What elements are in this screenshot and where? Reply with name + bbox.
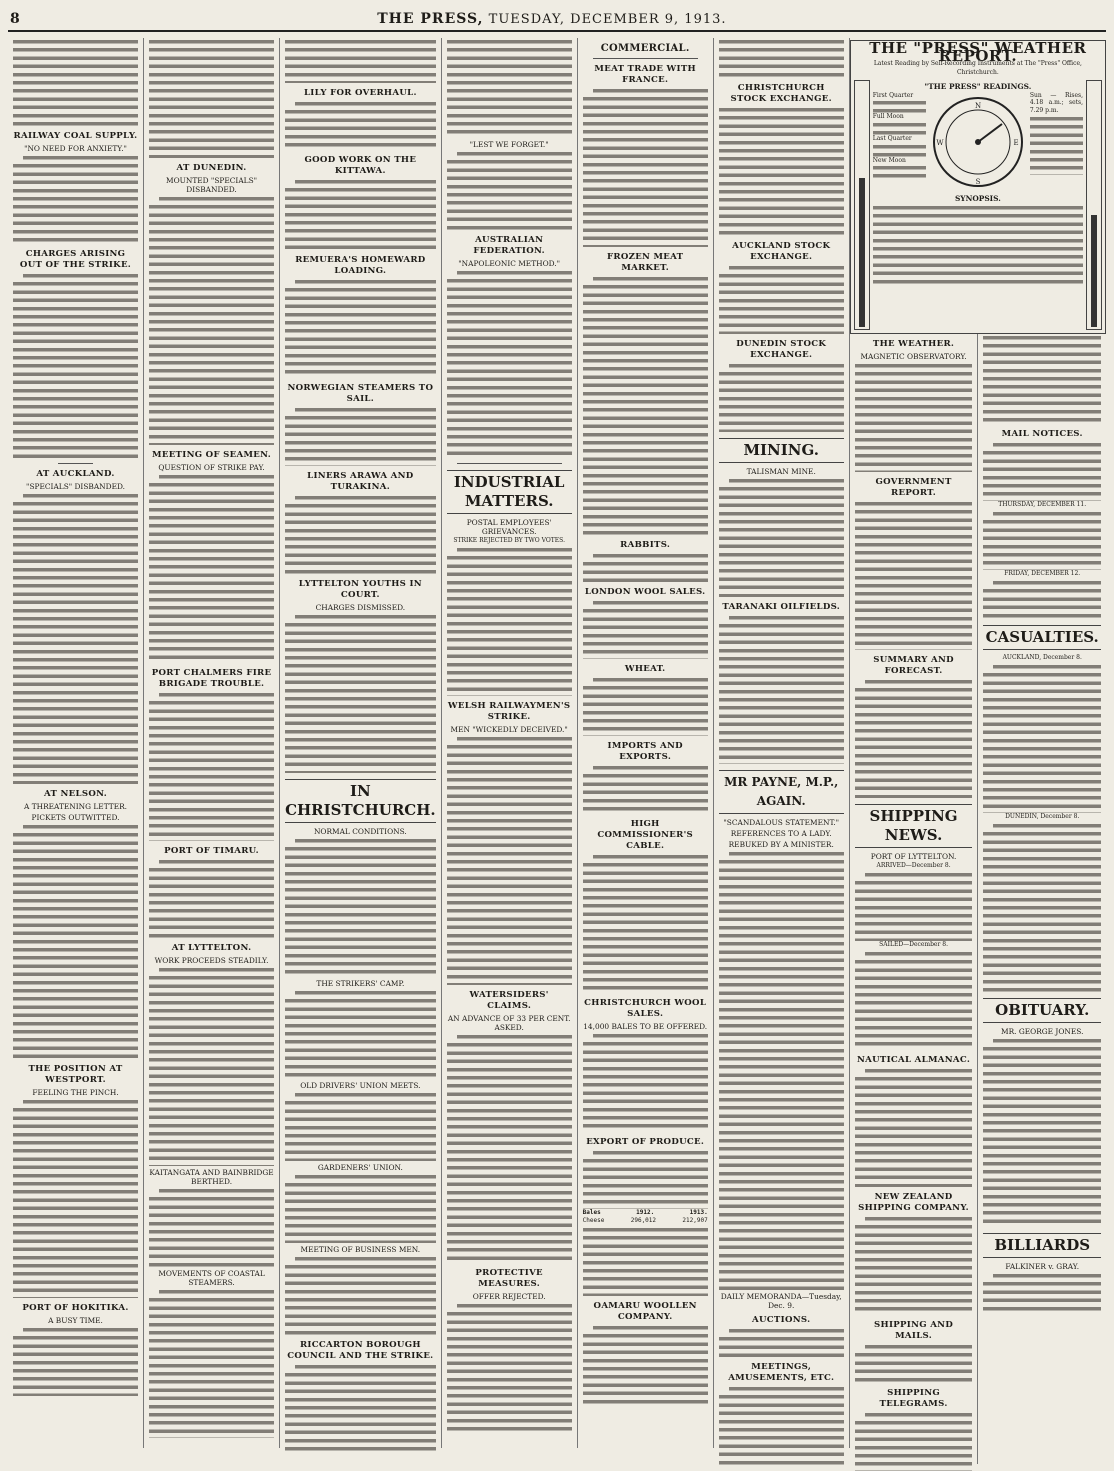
headline-mail: MAIL NOTICES. <box>1001 428 1083 439</box>
text-block <box>855 1343 973 1383</box>
text-block <box>149 1288 274 1438</box>
issue-date: TUESDAY, DECEMBER 9, 1913. <box>488 12 727 27</box>
headline-shipping: SHIPPING NEWS. <box>855 804 973 848</box>
headline-liners: LINERS ARAWA AND TURAKINA. <box>307 471 414 492</box>
text-block <box>447 1302 572 1432</box>
subhead-nelson-2: PICKETS OUTWITTED. <box>31 813 120 822</box>
text-block <box>873 99 926 113</box>
subhead-normal: NORMAL CONDITIONS. <box>313 827 407 836</box>
subhead-port: PORT OF LYTTELTON. <box>870 851 957 861</box>
headline-mining: MINING. <box>719 438 844 463</box>
subhead-youths: CHARGES DISMISSED. <box>315 603 406 612</box>
subhead-gardeners: GARDENERS' UNION. <box>317 1163 403 1172</box>
text-block <box>983 663 1101 813</box>
headline-meat: MEAT TRADE WITH FRANCE. <box>594 64 696 85</box>
headline-frozen: FROZEN MEAT MARKET. <box>607 252 684 273</box>
text-block <box>855 1067 973 1187</box>
text-block <box>855 1411 973 1471</box>
headline-cwool: CHRISTCHURCH WOOL SALES. <box>584 998 707 1019</box>
weather-report-box <box>850 40 1106 334</box>
export-table <box>583 1209 708 1224</box>
text-block <box>583 676 708 736</box>
readings-title: "THE PRESS" READINGS. <box>924 81 1032 91</box>
headline-charges: CHARGES ARISING OUT OF THE STRIKE. <box>19 249 132 270</box>
moon-phase: Last Quarter <box>872 135 912 142</box>
text-block <box>149 966 274 1166</box>
headline-chalmers: PORT CHALMERS FIRE BRIGADE TROUBLE. <box>151 668 272 689</box>
headline-shipping-mails: SHIPPING AND MAILS. <box>874 1319 954 1341</box>
export-item: Cheese <box>582 1216 605 1224</box>
export-table-header <box>583 1209 708 1217</box>
text-block <box>583 552 708 582</box>
text-block <box>447 269 572 459</box>
text-block <box>983 1037 1101 1227</box>
headline-telegrams: SHIPPING TELEGRAMS. <box>879 1387 948 1409</box>
sun-times: Sun — Rises, 4.18 a.m.; sets, 7.29 p.m. <box>1029 91 1084 114</box>
text-block <box>149 473 274 663</box>
headline-billiards: BILLIARDS <box>983 1233 1101 1258</box>
text-block <box>719 38 844 78</box>
headline-timaru: PORT OF TIMARU. <box>164 846 259 856</box>
subhead-billiards: FALKINER v. GRAY. <box>1005 1261 1080 1271</box>
subhead-postal: POSTAL EMPLOYEES' GRIEVANCES. <box>466 518 552 536</box>
headline-imports: IMPORTS AND EXPORTS. <box>607 741 683 762</box>
sun-tide-info <box>1030 92 1083 192</box>
text-block <box>149 1187 274 1267</box>
text-block <box>583 853 708 993</box>
text-block <box>13 272 138 460</box>
export-value: 212,907 <box>682 1216 708 1224</box>
headline-nelson: AT NELSON. <box>44 789 108 799</box>
subhead-sailed: SAILED—December 8. <box>879 940 948 948</box>
headline-industrial: INDUSTRIAL MATTERS. <box>447 470 572 514</box>
headline-seamen: MEETING OF SEAMEN. <box>152 450 272 460</box>
headline-commercial: COMMERCIAL. <box>600 43 690 54</box>
text-block <box>583 1149 708 1209</box>
text-block <box>855 362 973 472</box>
subhead-friday: FRIDAY, DECEMBER 12. <box>1004 569 1081 577</box>
lower-split <box>850 334 1106 1464</box>
text-block <box>13 492 138 784</box>
column-4 <box>442 38 578 1448</box>
headline-obituary: OBITUARY. <box>983 998 1101 1023</box>
text-block <box>983 1272 1101 1312</box>
headline-protective: PROTECTIVE MEASURES. <box>475 1268 543 1289</box>
text-block <box>285 178 436 250</box>
headline-meetings: MEETINGS, AMUSEMENTS, ETC. <box>728 1362 835 1383</box>
headline-cable: HIGH COMMISSIONER'S CABLE. <box>597 819 694 851</box>
headline-dunedin: AT DUNEDIN. <box>176 163 247 173</box>
synopsis-title: SYNOPSIS. <box>954 193 1001 203</box>
headline-nzshipping: NEW ZEALAND SHIPPING COMPANY. <box>858 1191 969 1213</box>
text-block <box>983 822 1101 992</box>
text-block <box>719 1385 844 1465</box>
text-block <box>719 850 844 1290</box>
text-block <box>855 500 973 650</box>
moon-phase: New Moon <box>872 156 906 164</box>
text-block <box>149 195 274 445</box>
headline-government: GOVERNMENT REPORT. <box>875 476 952 498</box>
columns <box>8 38 1106 1448</box>
column-6 <box>714 38 850 1448</box>
text-block <box>873 121 926 135</box>
svg-text:E: E <box>1013 138 1019 147</box>
headline-norwegian: NORWEGIAN STEAMERS TO SAIL. <box>287 383 434 404</box>
headline-lyttelton: AT LYTTELTON. <box>171 943 252 953</box>
moon-phase: Full Moon <box>872 113 904 121</box>
text-block <box>873 164 926 178</box>
readings-row <box>873 92 1083 192</box>
subhead-westport: FEELING THE PINCH. <box>32 1088 119 1097</box>
svg-text:W: W <box>936 138 944 147</box>
export-col-head: 1912. <box>636 1209 655 1216</box>
text-block <box>583 275 708 535</box>
text-block <box>285 100 436 150</box>
text-block <box>719 264 844 334</box>
text-block <box>855 950 973 1050</box>
text-block <box>855 871 973 941</box>
text-block <box>583 599 708 659</box>
subhead-thursday: THURSDAY, DECEMBER 11. <box>998 500 1087 508</box>
masthead <box>8 6 1106 32</box>
headline-dunstock: DUNEDIN STOCK EXCHANGE. <box>736 339 827 360</box>
paper-name: THE PRESS, <box>377 11 484 27</box>
column-3 <box>280 38 442 1448</box>
text-block <box>719 362 844 432</box>
text-block <box>719 477 844 597</box>
text-block <box>13 1326 138 1396</box>
subhead-magnetic: MAGNETIC OBSERVATORY. <box>860 351 967 361</box>
text-block <box>285 1091 436 1161</box>
table-row <box>583 1217 708 1225</box>
headline-wheat: WHEAT. <box>624 664 666 674</box>
subhead-protective: OFFER REJECTED. <box>472 1292 546 1301</box>
subhead-forget: "LEST WE FORGET." <box>469 140 549 149</box>
text-block <box>583 1226 708 1296</box>
text-block <box>983 510 1101 570</box>
export-col-head: 1913. <box>689 1209 708 1216</box>
headline-theweather: THE WEATHER. <box>872 338 955 349</box>
subhead-postal-2: STRIKE REJECTED BY TWO VOTES. <box>453 537 565 544</box>
text-block <box>447 546 572 696</box>
text-block <box>285 1255 436 1335</box>
text-block <box>873 204 1083 284</box>
text-block <box>285 837 436 977</box>
text-block <box>285 278 436 378</box>
subhead-obituary: MR. GEORGE JONES. <box>1001 1026 1084 1036</box>
headline-remuera: REMUERA'S HOMEWARD LOADING. <box>295 255 426 276</box>
text-block <box>983 441 1101 501</box>
text-block <box>447 735 572 985</box>
subhead-payne: "SCANDALOUS STATEMENT." <box>723 818 840 827</box>
text-block <box>873 143 926 157</box>
column-8 <box>978 334 1106 1464</box>
text-block <box>149 858 274 938</box>
text-block <box>285 406 436 466</box>
headline-stock: CHRISTCHURCH STOCK EXCHANGE. <box>730 83 832 104</box>
text-block <box>285 613 436 773</box>
headline-welsh: WELSH RAILWAYMEN'S STRIKE. <box>447 701 571 722</box>
divider <box>593 58 698 59</box>
text-block <box>983 334 1101 424</box>
thermometer-gauge <box>854 80 870 330</box>
svg-text:S: S <box>975 177 981 186</box>
text-block <box>13 38 138 126</box>
headline-riccarton: RICCARTON BOROUGH COUNCIL AND THE STRIKE. <box>287 1340 434 1361</box>
text-block <box>855 678 973 798</box>
headline-nautical: NAUTICAL ALMANAC. <box>856 1054 971 1065</box>
column-1 <box>8 38 144 1448</box>
wind-dial <box>930 94 1026 190</box>
subhead-welsh: MEN "WICKEDLY DECEIVED." <box>450 725 568 734</box>
column-2 <box>144 38 280 1448</box>
text-block <box>285 1363 436 1453</box>
text-block <box>285 38 436 83</box>
subhead-lyttelton: WORK PROCEEDS STEADILY. <box>154 956 269 965</box>
headline-wool: LONDON WOOL SALES. <box>584 587 706 597</box>
text-block <box>583 87 708 247</box>
text-block <box>13 823 138 1059</box>
subhead-seamen: QUESTION OF STRIKE PAY. <box>158 463 265 472</box>
headline-auckland: AT AUCKLAND. <box>36 469 115 479</box>
headline-watersiders: WATERSIDERS' CLAIMS. <box>469 990 549 1011</box>
text-block <box>285 1173 436 1243</box>
text-block <box>447 38 572 138</box>
subhead-arrived: ARRIVED—December 8. <box>876 861 951 869</box>
subhead-nelson: A THREATENING LETTER. <box>24 802 128 811</box>
thermometer-bar <box>859 178 865 327</box>
subhead-watersiders: AN ADVANCE OF 33 PER CENT. ASKED. <box>447 1014 571 1032</box>
subhead-dunedin: DUNEDIN, December 8. <box>1005 812 1080 820</box>
subhead-movements: MOVEMENTS OF COASTAL STEAMERS. <box>158 1269 265 1287</box>
text-block <box>447 1033 572 1263</box>
subhead-australian: "NAPOLEONIC METHOD." <box>458 259 561 268</box>
subhead-meeting: MEETING OF BUSINESS MEN. <box>300 1245 421 1254</box>
headline-daily: DAILY MEMORANDA—Tuesday, Dec. 9. <box>720 1292 842 1310</box>
text-block <box>583 1324 708 1404</box>
divider <box>457 463 562 464</box>
subhead-drivers: OLD DRIVERS' UNION MEETS. <box>300 1081 421 1090</box>
export-col-head: Bales <box>582 1209 601 1216</box>
headline-railway: RAILWAY COAL SUPPLY. <box>13 131 138 141</box>
subhead-dunedin: MOUNTED "SPECIALS" DISBANDED. <box>166 176 258 194</box>
text-block <box>285 989 436 1079</box>
weather-body <box>854 80 1102 330</box>
headline-rabbits: RABBITS. <box>620 540 671 550</box>
weather-subtitle: Latest Reading by Self-Recording Instruments at The "Press" Office, Christchurch. <box>873 60 1082 76</box>
moon-phases <box>873 92 926 192</box>
subhead-auckland: "SPECIALS" DISBANDED. <box>26 482 125 491</box>
headline-casualties: CASUALTIES. <box>983 625 1101 650</box>
text-block <box>149 38 274 158</box>
weather-readings <box>873 80 1083 330</box>
headline-payne: MR PAYNE, M.P., AGAIN. <box>719 770 844 814</box>
text-block <box>149 691 274 841</box>
column-7 <box>850 334 979 1464</box>
subhead-railway: "NO NEED FOR ANXIETY." <box>24 144 127 153</box>
headline-auckstock: AUCKLAND STOCK EXCHANGE. <box>732 241 831 262</box>
subhead-auckland: AUCKLAND, December 8. <box>1002 653 1082 661</box>
text-block <box>719 106 844 236</box>
text-block <box>583 764 708 814</box>
subhead-payne-3: REBUKED BY A MINISTER. <box>728 840 834 849</box>
headline-christchurch: IN CHRISTCHURCH. <box>285 779 436 823</box>
text-block <box>719 1327 844 1357</box>
text-block <box>447 150 572 230</box>
subhead-payne-2: REFERENCES TO A LADY. <box>730 829 832 838</box>
text-block <box>855 1215 973 1315</box>
divider <box>58 463 93 464</box>
headline-hokitika: PORT OF HOKITIKA. <box>22 1303 129 1313</box>
text-block <box>583 1032 708 1132</box>
text-block <box>13 1098 138 1298</box>
masthead-title <box>377 11 726 27</box>
subhead-hokitika: A BUSY TIME. <box>48 1316 103 1325</box>
weather-title: THE "PRESS" WEATHER REPORT. <box>869 39 1087 66</box>
headline-export: EXPORT OF PRODUCE. <box>586 1137 705 1147</box>
text-block <box>983 579 1101 619</box>
moon-phase: First Quarter <box>872 91 914 99</box>
column-5 <box>578 38 714 1448</box>
subhead-kaitangata: KAITANGATA AND BAINBRIDGE BERTHED. <box>149 1168 274 1186</box>
text-block <box>285 494 436 574</box>
headline-taranaki: TARANAKI OILFIELDS. <box>722 602 841 612</box>
column-7-8 <box>850 38 1106 1448</box>
headline-westport: THE POSITION AT WESTPORT. <box>28 1064 123 1085</box>
text-block <box>719 614 844 764</box>
text-block <box>13 154 138 244</box>
text-block <box>1030 115 1083 175</box>
headline-kittawa: GOOD WORK ON THE KITTAWA. <box>304 155 417 176</box>
headline-australian: AUSTRALIAN FEDERATION. <box>473 235 545 256</box>
headline-summary: SUMMARY AND FORECAST. <box>873 654 954 676</box>
headline-auctions: AUCTIONS. <box>752 1315 811 1325</box>
subhead-cwool: 14,000 BALES TO BE OFFERED. <box>583 1022 708 1031</box>
subhead-mining: TALISMAN MINE. <box>746 467 816 476</box>
headline-youths: LYTTELTON YOUTHS IN COURT. <box>298 579 422 600</box>
headline-lily: LILY FOR OVERHAUL. <box>303 88 417 98</box>
barometer-bar <box>1091 215 1097 327</box>
barometer-gauge <box>1086 80 1102 330</box>
headline-oamaru: OAMARU WOOLLEN COMPANY. <box>593 1301 697 1323</box>
compass-dial-icon <box>930 94 1026 190</box>
subhead-camp: THE STRIKERS' CAMP. <box>316 979 405 988</box>
svg-text:N: N <box>974 101 981 110</box>
export-value: 296,012 <box>630 1216 657 1224</box>
page-number: 8 <box>10 11 20 27</box>
